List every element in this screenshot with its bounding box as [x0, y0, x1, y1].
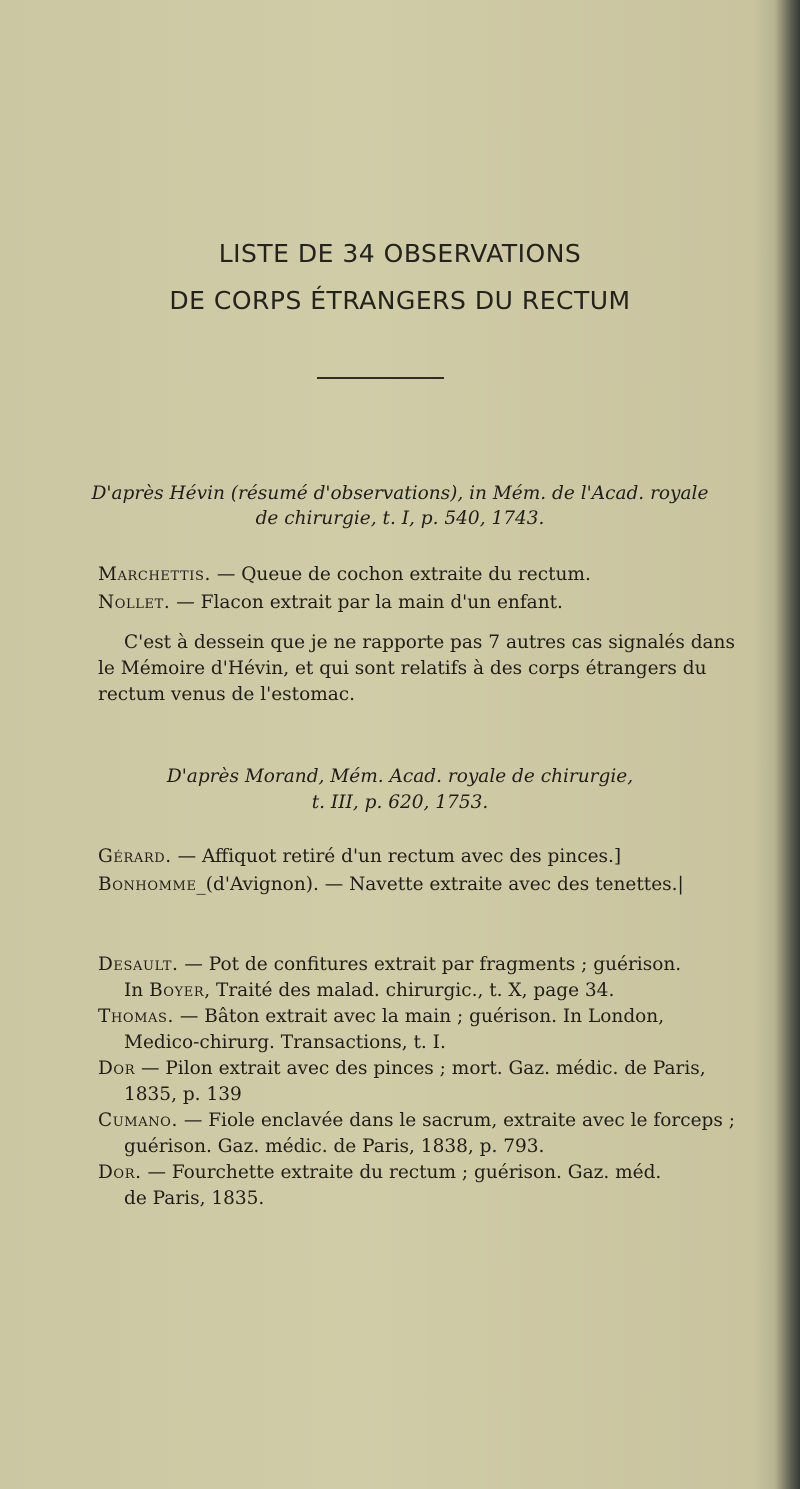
hevin-note-line-2: le Mémoire d'Hévin, et qui sont relatifs à des corps étrangers du: [98, 658, 707, 679]
entry-author: Bonhomme: [98, 874, 197, 895]
morand-citation-line-1: D'après Morand, Mém. Acad. royale de chirurgie,: [166, 766, 634, 787]
hevin-note-line-3: rectum venus de l'estomac.: [98, 684, 356, 705]
entry-author: Marchettis.: [98, 564, 211, 585]
entry-text: — Affiquot retiré d'un rectum avec des pinces.]: [171, 846, 622, 867]
entry-text: — Flacon extrait par la main d'un enfant.: [170, 592, 563, 613]
entry-boyer-reference: [124, 978, 614, 1004]
entry-author: Cumano.: [98, 1110, 178, 1131]
page-title-line-2: DE CORPS ÉTRANGERS DU RECTUM: [169, 286, 631, 315]
entry-author: Thomas.: [98, 1006, 175, 1027]
entry-nollet: [98, 590, 563, 616]
entry-text: — Pot de confitures extrait par fragments ; guérison.: [178, 954, 682, 975]
entry-text: , Traité des malad. chirurgic., t. X, page 34.: [204, 980, 615, 1001]
entry-dor-pilon: [98, 1056, 706, 1082]
hevin-note-line-1: C'est à dessein que je ne rapporte pas 7 autres cas signalés dans: [124, 632, 735, 653]
entry-text: — Pilon extrait avec des pinces ; mort. Gaz. médic. de Paris,: [135, 1058, 706, 1079]
entry-dor-fourchette: [98, 1160, 661, 1186]
entry-cumano: [98, 1108, 735, 1134]
entry-author: Dor.: [98, 1162, 142, 1183]
entry-dor-fourchette-reference: de Paris, 1835.: [124, 1188, 265, 1209]
page-edge-shadow: [754, 0, 800, 1489]
title-divider: [317, 377, 444, 379]
entry-author: Desault.: [98, 954, 179, 975]
entry-author: Dor: [98, 1058, 136, 1079]
entry-text: _(d'Avignon). — Navette extraite avec des tenettes.|: [196, 874, 684, 895]
entry-text: — Fourchette extraite du rectum ; guérison. Gaz. méd.: [141, 1162, 662, 1183]
entry-text: — Fiole enclavée dans le sacrum, extraite avec le forceps ;: [177, 1110, 735, 1131]
entry-thomas: [98, 1004, 664, 1030]
entry-author: Nollet.: [98, 592, 171, 613]
morand-citation-line-2: t. III, p. 620, 1753.: [311, 792, 489, 813]
entry-text: — Queue de cochon extraite du rectum.: [211, 564, 591, 585]
page-title-line-1: LISTE DE 34 OBSERVATIONS: [218, 239, 582, 268]
entry-desault: [98, 952, 681, 978]
entry-prefix: In: [124, 980, 150, 1001]
entry-thomas-reference: Medico-chirurg. Transactions, t. I.: [124, 1032, 446, 1053]
entry-author: Gérard.: [98, 846, 172, 867]
entry-text: — Bâton extrait avec la main ; guérison. In London,: [174, 1006, 665, 1027]
entry-marchettis: [98, 562, 591, 588]
entry-gerard: [98, 844, 621, 870]
entry-cumano-reference: guérison. Gaz. médic. de Paris, 1838, p. 793.: [124, 1136, 545, 1157]
entry-bonhomme: [98, 872, 684, 898]
hevin-citation-line-1: D'après Hévin (résumé d'observations), in Mém. de l'Acad. royale: [91, 483, 709, 504]
entry-author: Boyer: [149, 980, 205, 1001]
hevin-citation-line-2: de chirurgie, t. I, p. 540, 1743.: [255, 508, 545, 529]
entry-dor-pilon-reference: 1835, p. 139: [124, 1084, 242, 1105]
